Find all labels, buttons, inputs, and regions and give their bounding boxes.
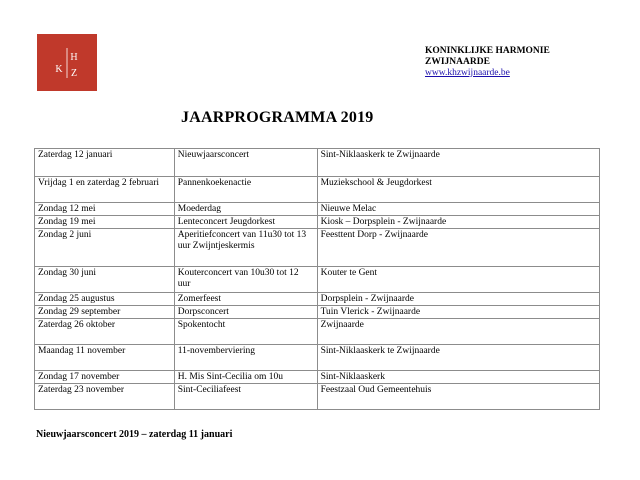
cell-location: Kiosk – Dorpsplein - Zwijnaarde (317, 216, 599, 229)
cell-date: Zaterdag 12 januari (35, 149, 175, 177)
khz-logo-mark (37, 34, 97, 91)
cell-location: Tuin Vlerick - Zwijnaarde (317, 306, 599, 319)
cell-location: Sint-Niklaaskerk te Zwijnaarde (317, 345, 599, 371)
cell-date: Zondag 30 juni (35, 267, 175, 293)
table-row (35, 216, 600, 229)
cell-date: Maandag 11 november (35, 345, 175, 371)
cell-event: Lenteconcert Jeugdorkest (174, 216, 317, 229)
website-link[interactable]: www.khzwijnaarde.be (425, 68, 510, 78)
cell-location: Sint-Niklaaskerk (317, 371, 599, 384)
cell-event: Zomerfeest (174, 293, 317, 306)
program-table-body (35, 149, 600, 410)
cell-event: Pannenkoekenactie (174, 177, 317, 203)
cell-event: Dorpsconcert (174, 306, 317, 319)
cell-date: Zondag 12 mei (35, 203, 175, 216)
table-row (35, 267, 600, 293)
logo-letter-h: H (70, 52, 78, 63)
cell-location: Muziekschool & Jeugdorkest (317, 177, 599, 203)
cell-date: Zondag 17 november (35, 371, 175, 384)
table-row (35, 345, 600, 371)
program-table (34, 148, 600, 410)
table-row (35, 203, 600, 216)
cell-date: Zaterdag 26 oktober (35, 319, 175, 345)
cell-location: Kouter te Gent (317, 267, 599, 293)
cell-date: Zondag 2 juni (35, 229, 175, 267)
org-name-line1: KONINKLIJKE HARMONIE (425, 46, 550, 56)
cell-date: Zondag 19 mei (35, 216, 175, 229)
cell-event: Moederdag (174, 203, 317, 216)
cell-location: Dorpsplein - Zwijnaarde (317, 293, 599, 306)
cell-event: Kouterconcert van 10u30 tot 12 uur (174, 267, 317, 293)
cell-event: 11-novemberviering (174, 345, 317, 371)
cell-location: Feesttent Dorp - Zwijnaarde (317, 229, 599, 267)
cell-event: H. Mis Sint-Cecilia om 10u (174, 371, 317, 384)
cell-event: Sint-Ceciliafeest (174, 384, 317, 410)
table-row (35, 293, 600, 306)
org-name-line2: ZWIJNAARDE (425, 57, 490, 67)
logo-letter-z: Z (70, 68, 78, 79)
table-row (35, 177, 600, 203)
cell-date: Zaterdag 23 november (35, 384, 175, 410)
table-row (35, 306, 600, 319)
cell-event: Nieuwjaarsconcert (174, 149, 317, 177)
cell-date: Zondag 25 augustus (35, 293, 175, 306)
table-row (35, 371, 600, 384)
cell-event: Spokentocht (174, 319, 317, 345)
table-row (35, 319, 600, 345)
cell-location: Feestzaal Oud Gemeentehuis (317, 384, 599, 410)
cell-location: Sint-Niklaaskerk te Zwijnaarde (317, 149, 599, 177)
table-row (35, 384, 600, 410)
cell-location: Nieuwe Melac (317, 203, 599, 216)
cell-location: Zwijnaarde (317, 319, 599, 345)
page-title: JAARPROGRAMMA 2019 (181, 109, 374, 126)
table-row (35, 229, 600, 267)
cell-date: Vrijdag 1 en zaterdag 2 februari (35, 177, 175, 203)
table-row (35, 149, 600, 177)
footer-note: Nieuwjaarsconcert 2019 – zaterdag 11 januari (36, 429, 233, 440)
cell-date: Zondag 29 september (35, 306, 175, 319)
cell-event: Aperitiefconcert van 11u30 tot 13 uur Zwijntjeskermis (174, 229, 317, 267)
logo-letter-k: K (55, 64, 63, 75)
khz-logo (37, 34, 97, 91)
organization-header (425, 46, 550, 79)
